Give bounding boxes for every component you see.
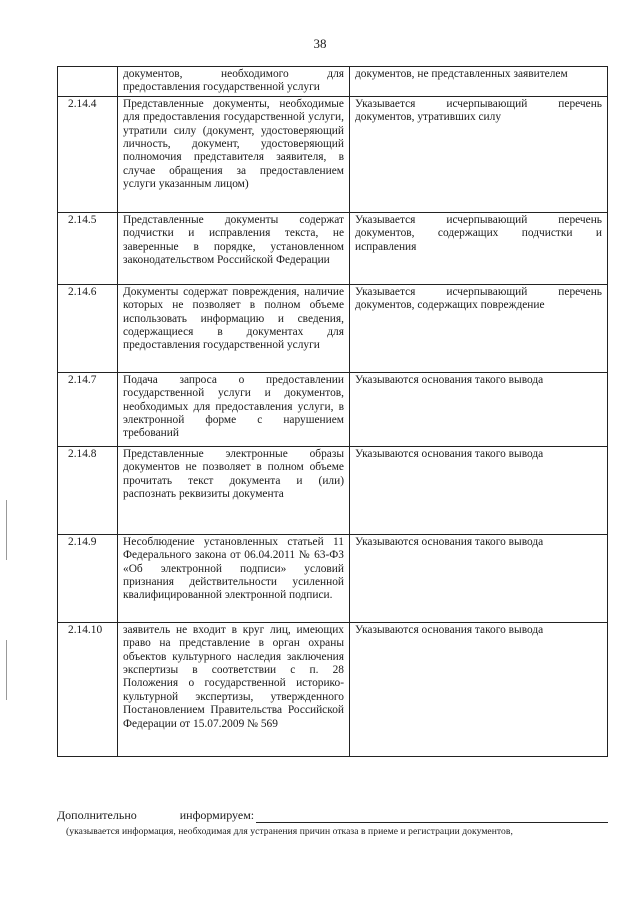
reason-explanation: документов, не представленных заявителем bbox=[350, 67, 608, 97]
table-row bbox=[58, 446, 608, 534]
reason-explanation: Указывается исчерпывающий перечень документов, утративших силу bbox=[350, 96, 608, 212]
table-row bbox=[58, 372, 608, 446]
additional-info-blank[interactable] bbox=[256, 810, 608, 823]
row-number: 2.14.10 bbox=[58, 622, 118, 756]
reason-explanation: Указываются основания такого вывода bbox=[350, 446, 608, 534]
reason-explanation: Указываются основания такого вывода bbox=[350, 622, 608, 756]
row-number: 2.14.4 bbox=[58, 96, 118, 212]
table-body bbox=[58, 67, 608, 757]
reason-explanation: Указывается исчерпывающий перечень документов, содержащих повреждение bbox=[350, 284, 608, 372]
row-number: 2.14.5 bbox=[58, 212, 118, 284]
additional-info-note: (указывается информация, необходимая для устранения причин отказа в приеме и регистрации документов, bbox=[66, 826, 513, 837]
row-number: 2.14.7 bbox=[58, 372, 118, 446]
table-row bbox=[58, 284, 608, 372]
refusal-reason: Представленные документы, необходимые для предоставления государственной услуги, утратили силу (документ, удостоверяющий личность, документ, удостоверяющий полномочия представителя заявителя, в случае обращения за предоставлением услуги указанным лицом) bbox=[118, 96, 350, 212]
row-number: 2.14.6 bbox=[58, 284, 118, 372]
scan-edge-mark bbox=[6, 500, 7, 560]
refusal-reason: Документы содержат повреждения, наличие которых не позволяет в полном объеме использовать информацию и сведения, содержащиеся в документах для предоставления государственной услуги bbox=[118, 284, 350, 372]
refusal-reason: Подача запроса о предоставлении государственной услуги и документов, необходимых для предоставления услуги, в электронной форме с нарушением требований bbox=[118, 372, 350, 446]
table-row bbox=[58, 96, 608, 212]
reason-explanation: Указывается исчерпывающий перечень документов, содержащих подчистки и исправления bbox=[350, 212, 608, 284]
page-number: 38 bbox=[313, 36, 327, 51]
refusal-reason: Несоблюдение установленных статьей 11 Федерального закона от 06.04.2011 № 63-ФЗ «Об электронной подписи» условий признания действительности усиленной квалифицированной электронной подписи. bbox=[118, 534, 350, 622]
table-row bbox=[58, 534, 608, 622]
additional-info-label: Дополнительно информируем: bbox=[57, 808, 255, 822]
table-row bbox=[58, 212, 608, 284]
row-number bbox=[58, 67, 118, 97]
refusal-reason: документов, необходимого для предоставления государственной услуги bbox=[118, 67, 350, 97]
table-row bbox=[58, 622, 608, 756]
refusal-reason: Представленные электронные образы документов не позволяет в полном объеме прочитать текст документа и (или) распознать реквизиты документа bbox=[118, 446, 350, 534]
refusal-reasons-table bbox=[57, 66, 608, 757]
row-number: 2.14.8 bbox=[58, 446, 118, 534]
scan-edge-mark bbox=[6, 640, 7, 700]
table-row bbox=[58, 67, 608, 97]
row-number: 2.14.9 bbox=[58, 534, 118, 622]
refusal-reason: Представленные документы содержат подчистки и исправления текста, не заверенные в порядке, установленном законодательством Российской Федерации bbox=[118, 212, 350, 284]
reason-explanation: Указываются основания такого вывода bbox=[350, 534, 608, 622]
reason-explanation: Указываются основания такого вывода bbox=[350, 372, 608, 446]
additional-info-line bbox=[57, 808, 608, 823]
refusal-reason: заявитель не входит в круг лиц, имеющих право на представление в орган охраны объектов культурного наследия заключения экспертизы в соответствии с п. 28 Положения о государственной историко-культурной экспертизы, утвержденного Постановлением Правительства Российской Федерации от 15.07.2009 № 569 bbox=[118, 622, 350, 756]
